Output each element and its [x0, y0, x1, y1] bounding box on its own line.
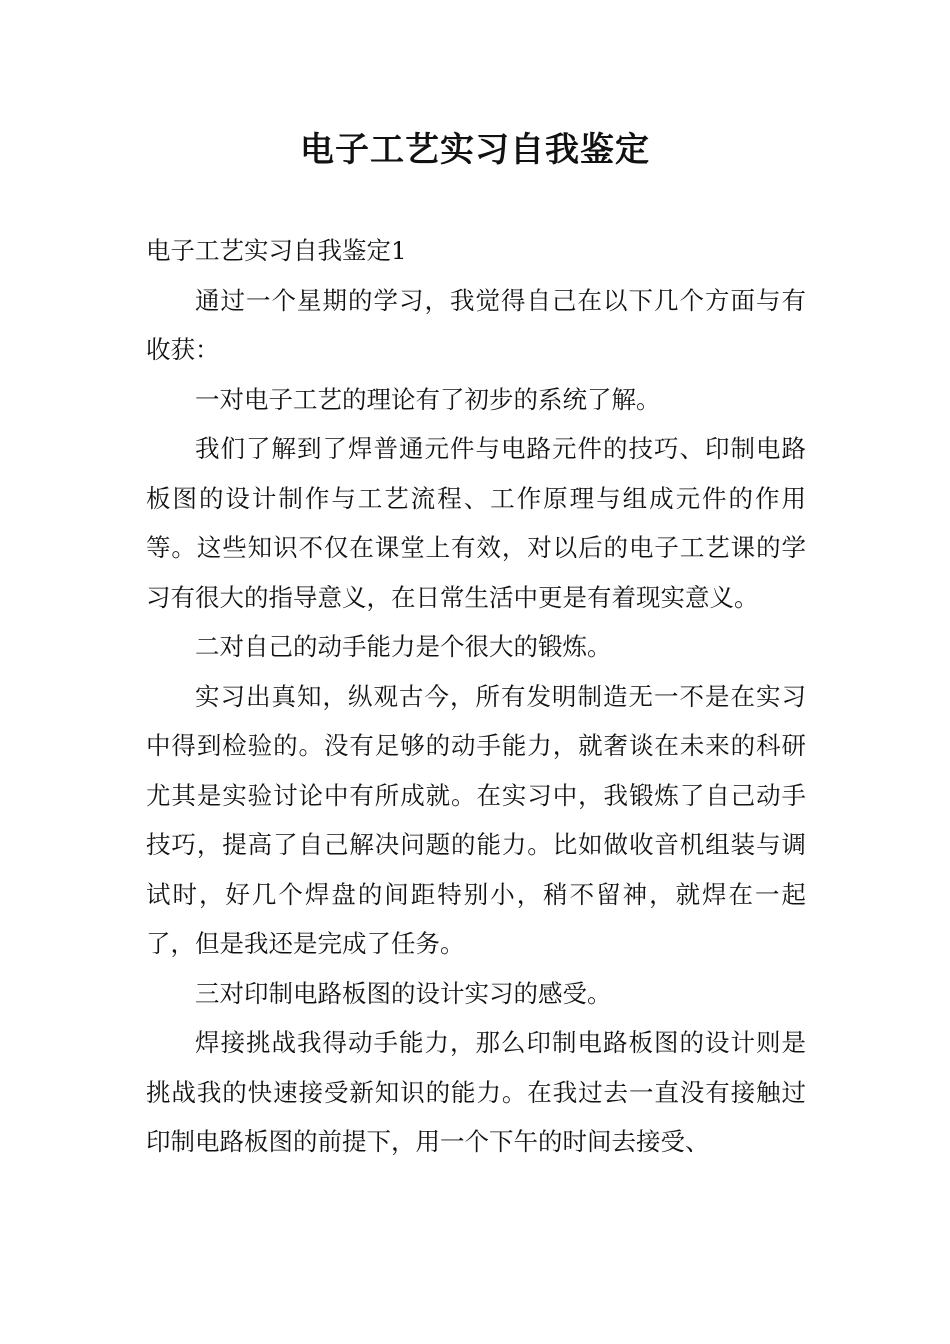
paragraph-1: 通过一个星期的学习，我觉得自己在以下几个方面与有收获：: [146, 285, 806, 364]
paragraph-6: 三对印制电路板图的设计实习的感受。: [195, 978, 612, 1008]
paragraph-2: 一对电子工艺的理论有了初步的系统了解。: [195, 384, 661, 414]
paragraph-7: 焊接挑战我得动手能力，那么印制电路板图的设计则是挑战我的快速接受新知识的能力。在我过去一直没有接触过印制电路板图的前提下，用一个下午的时间去接受、: [146, 1028, 806, 1156]
paragraph-5: 实习出真知，纵观古今，所有发明制造无一不是在实习中得到检验的。没有足够的动手能力，就奢谈在未来的科研尤其是实验讨论中有所成就。在实习中，我锻炼了自己动手技巧，提高了自己解决问题的能力。比如做收音机组装与调试时，好几个焊盘的间距特别小，稍不留神，就焊在一起了，但是我还是完成了任务。: [146, 681, 806, 958]
section-heading: 电子工艺实习自我鉴定1: [146, 236, 407, 265]
document-body: [146, 226, 806, 1167]
document-title: 电子工艺实习自我鉴定: [300, 130, 650, 170]
paragraph-3: 我们了解到了焊普通元件与电路元件的技巧、印制电路板图的设计制作与工艺流程、工作原理与组成元件的作用等。这些知识不仅在课堂上有效，对以后的电子工艺课的学习有很大的指导意义，在日常生活中更是有着现实意义。: [146, 434, 806, 612]
paragraph-4: 二对自己的动手能力是个很大的锻炼。: [195, 632, 612, 661]
